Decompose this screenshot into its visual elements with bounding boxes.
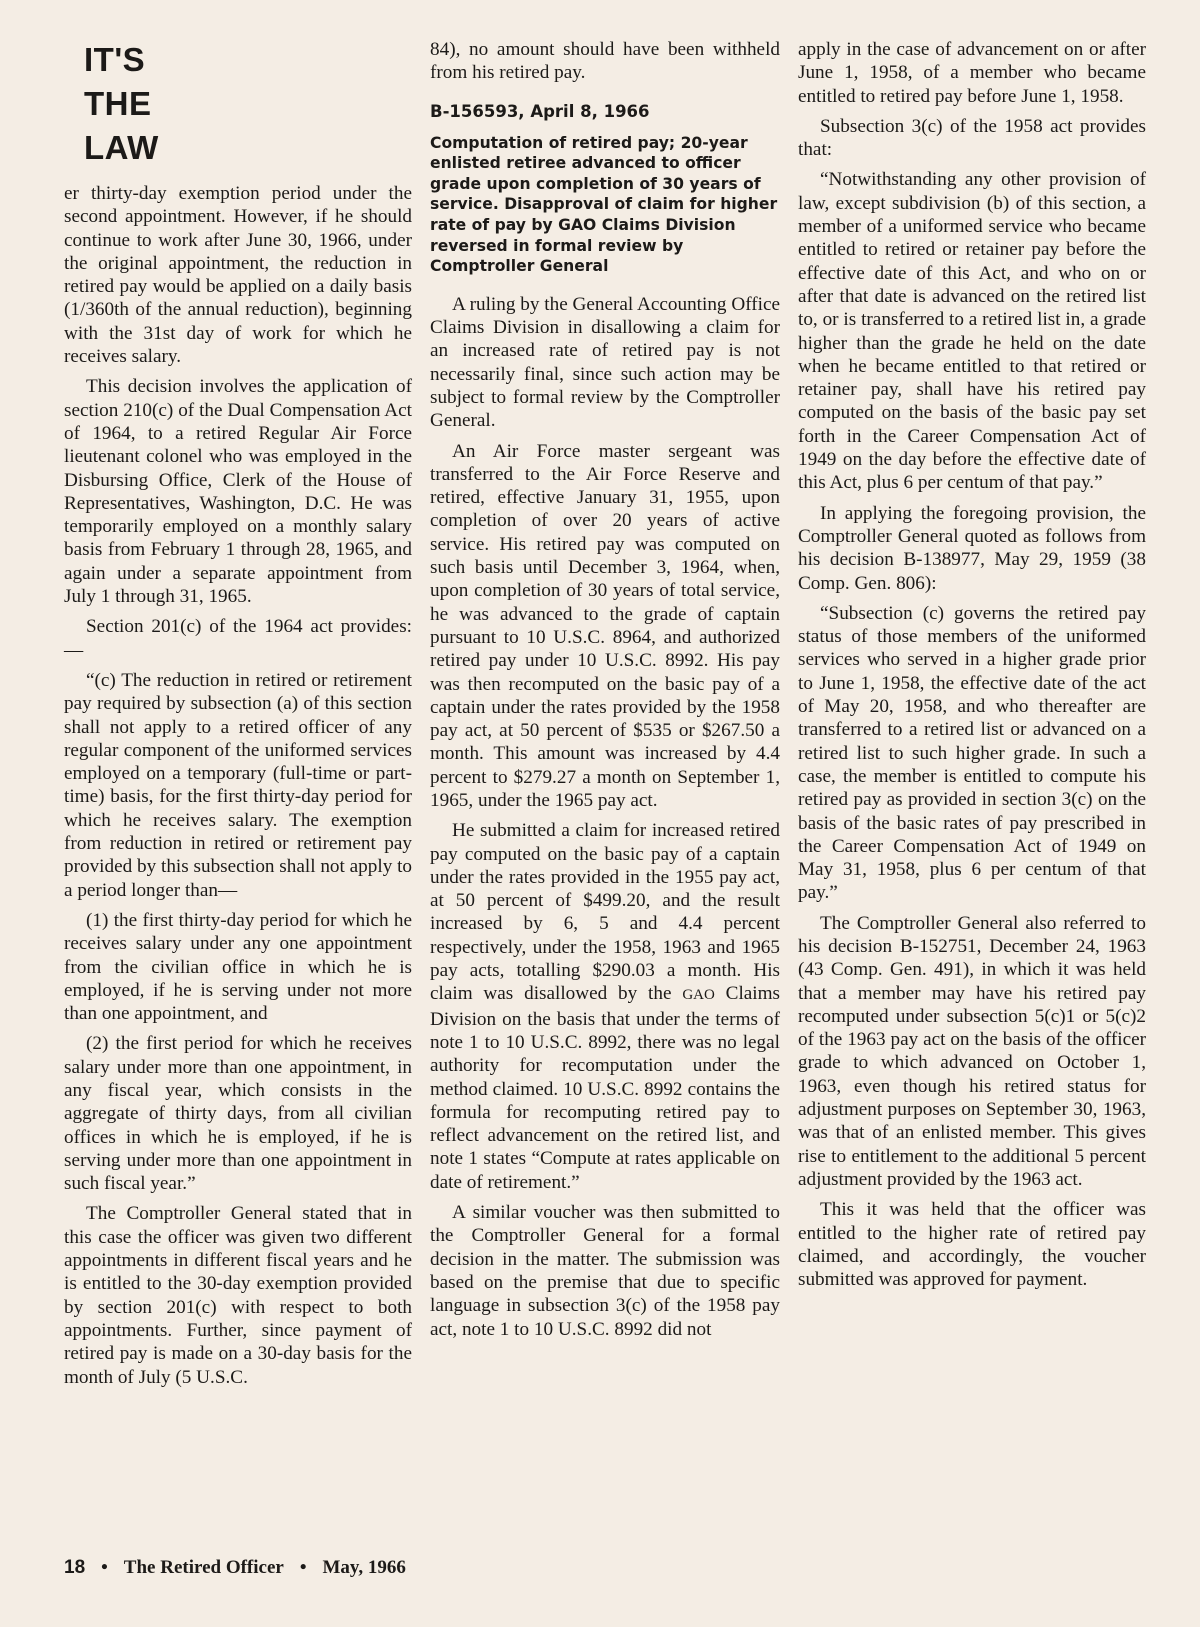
headline-line: THE [84, 85, 152, 122]
quote-paragraph: “Subsection (c) governs the retired pay status of those members of the uniformed services who served in a higher grade prior to June 1, 1958, the effective date of the act of May 20, 1958, and who thereafter are transferred to a retired list or advanced on a retired list to such higher grade. In such a case, the member is entitled to compute his retired pay as provided in section 3(c) on the basis of the basic rates of pay prescribed in the Career Compensation Act of 1949 on May 31, 1958, plus 6 per centum of that pay.” [798, 602, 1146, 904]
paragraph: Section 201(c) of the 1964 act provides:— [64, 616, 412, 661]
page-number: 18 [64, 1557, 86, 1578]
footer-bullet: • [101, 1557, 108, 1578]
paragraph: This it was held that the officer was entitled to the higher rate of retired pay claimed, and accordingly, the voucher submitted was approved for payment. [798, 1199, 1146, 1291]
paragraph [430, 819, 780, 1194]
paragraph: Subsection 3(c) of the 1958 act provides that: [798, 115, 1146, 161]
footer-bullet: • [299, 1557, 307, 1578]
page-footer [64, 1557, 406, 1579]
headline-line: IT'S [84, 41, 146, 78]
text-run: He submitted a claim for increased retired pay computed on the basic pay of a captain under the rates provided in the 1955 pay act, at 50 percent of $499.20, and the result increased by 6, 5 and 4.4 percent respectively, under the 1958, 1963 and 1965 pay acts, totalling $290.03 a month. His claim was disallowed by the [430, 820, 780, 1005]
paragraph: This decision involves the application of section 210(c) of the Dual Compensation Act of 1964, to a retired Regular Air Force lieutenant colonel who was employed in the Disbursing Office, Clerk of the House of Representatives, Washington, D.C. He was temporarily employed on a monthly salary basis from February 1 through 28, 1965, and again under a separate appointment from July 1 through 31, 1965. [64, 376, 412, 608]
case-id-heading: B-156593, April 8, 1966 [430, 101, 650, 121]
paragraph: apply in the case of advancement on or after June 1, 1958, of a member who became entitled to retired pay before June 1, 1958. [798, 39, 1146, 107]
gao-abbreviation: GAO [682, 987, 715, 1004]
paragraph: A ruling by the General Accounting Office Claims Division in disallowing a claim for an increased rate of retired pay is not necessarily final, since such action may be subject to formal review by the Comptroller General. [430, 293, 780, 432]
paragraph: An Air Force master sergeant was transferred to the Air Force Reserve and retired, effective January 31, 1955, upon completion of over 20 years of active service. His retired pay was computed on such basis until December 3, 1964, when, upon completion of 30 years of total service, he was advanced to the grade of captain pursuant to 10 U.S.C. 8964, and authorized retired pay under 10 U.S.C. 8992. His pay was then recomputed on the basic pay of a captain under the rates provided by the 1958 pay act, at 50 percent of $535 or $267.50 a month. This amount was increased by 4.4 percent to $279.27 a month on September 1, 1965, under the 1965 pay act. [430, 440, 780, 811]
quote-paragraph: (1) the first thirty-day period for which he receives salary under any one appointment from the civilian office in which he is employed, if he is serving under not more than one appointment, and [64, 909, 412, 1025]
paragraph: A similar voucher was then submitted to the Comptroller General for a formal decision in the matter. The submission was based on the premise that due to specific language in subsection 3(c) of the 1958 pay act, note 1 to 10 U.S.C. 8992 did not [430, 1202, 780, 1340]
paragraph: In applying the foregoing provision, the Comptroller General quoted as follows from his decision B-138977, May 29, 1959 (38 Comp. Gen. 806): [798, 502, 1146, 594]
quote-paragraph: “Notwithstanding any other provision of law, except subdivision (b) of this section, a member of a uniformed service who became entitled to retired or retainer pay before the effective date of this Act, and who on or after that date is advanced on the retired list to, or is transferred to a retired list in, a grade higher than the grade he held on the date when he became entitled to that retired or retainer pay, shall have his retired pay computed on the basis of the basic pay set forth in the Career Compensation Act of 1949 on the day before the effective date of this Act, plus 6 per centum of that pay.” [798, 169, 1146, 494]
paragraph: The Comptroller General also referred to his decision B-152751, December 24, 1963 (43 Comp. Gen. 491), in which it was held that a member may have his retired pay recomputed under subsection 5(c)1 or 5(c)2 of the 1963 pay act on the basis of the officer grade to which advanced on October 1, 1963, even though his retired status for adjustment purposes on September 30, 1963, was that of an enlisted member. This gives rise to entitlement to the additional 5 percent adjustment provided by the 1963 act. [798, 912, 1146, 1190]
text-run: Claims Division on the basis that under the terms of note 1 to 10 U.S.C. 8992, there was no legal authority for recomputation under the method claimed. 10 U.S.C. 8992 contains the formula for recomputing retired pay to reflect advancement on the retired list, and note 1 states “Compute at rates applicable on date of retirement.” [430, 983, 781, 1193]
column-1 [64, 38, 412, 1396]
paragraph: er thirty-day exemption period under the second appointment. However, if he should continue to work after June 30, 1966, under the original appointment, the reduction in retired pay would be applied on a daily basis (1/360th of the annual reduction), beginning with the 31st day of work for which he receives salary. [64, 183, 412, 368]
quote-paragraph: (2) the first period for which he receives salary under more than one appointment, in any fiscal year, which consists in the aggregate of thirty days, from all civilian offices in which he is employed, if he is serving under more than one appointment in such fiscal year.” [64, 1033, 412, 1195]
column-3 [798, 38, 1146, 1298]
column-2 [430, 38, 780, 1348]
section-headline [84, 38, 412, 170]
paragraph: 84), no amount should have been withheld from his retired pay. [430, 39, 780, 84]
case-summary: Computation of retired pay; 20-year enlisted retiree advanced to officer grade upon completion of 30 years of service. Disapproval of claim for higher rate of pay by GAO Claims Division reversed in formal review by Comptroller General [430, 133, 778, 276]
issue-date: May, 1966 [322, 1557, 406, 1578]
paragraph: The Comptroller General stated that in this case the officer was given two different appointments in different fiscal years and he is entitled to the 30-day exemption provided by section 201(c) with respect to both appointments. Further, since payment of retired pay is made on a 30-day basis for the month of July (5 U.S.C. [64, 1203, 412, 1388]
headline-line: LAW [84, 129, 159, 166]
publication-name: The Retired Officer [123, 1557, 284, 1578]
quote-paragraph: “(c) The reduction in retired or retirement pay required by subsection (a) of this section shall not apply to a retired officer of any regular component of the uniformed services employed on a temporary (full-time or part-time) basis, for the first thirty-day period for which he receives salary. The exemption from reduction in retired or retirement pay provided by this subsection shall not apply to a period longer than— [64, 669, 413, 901]
